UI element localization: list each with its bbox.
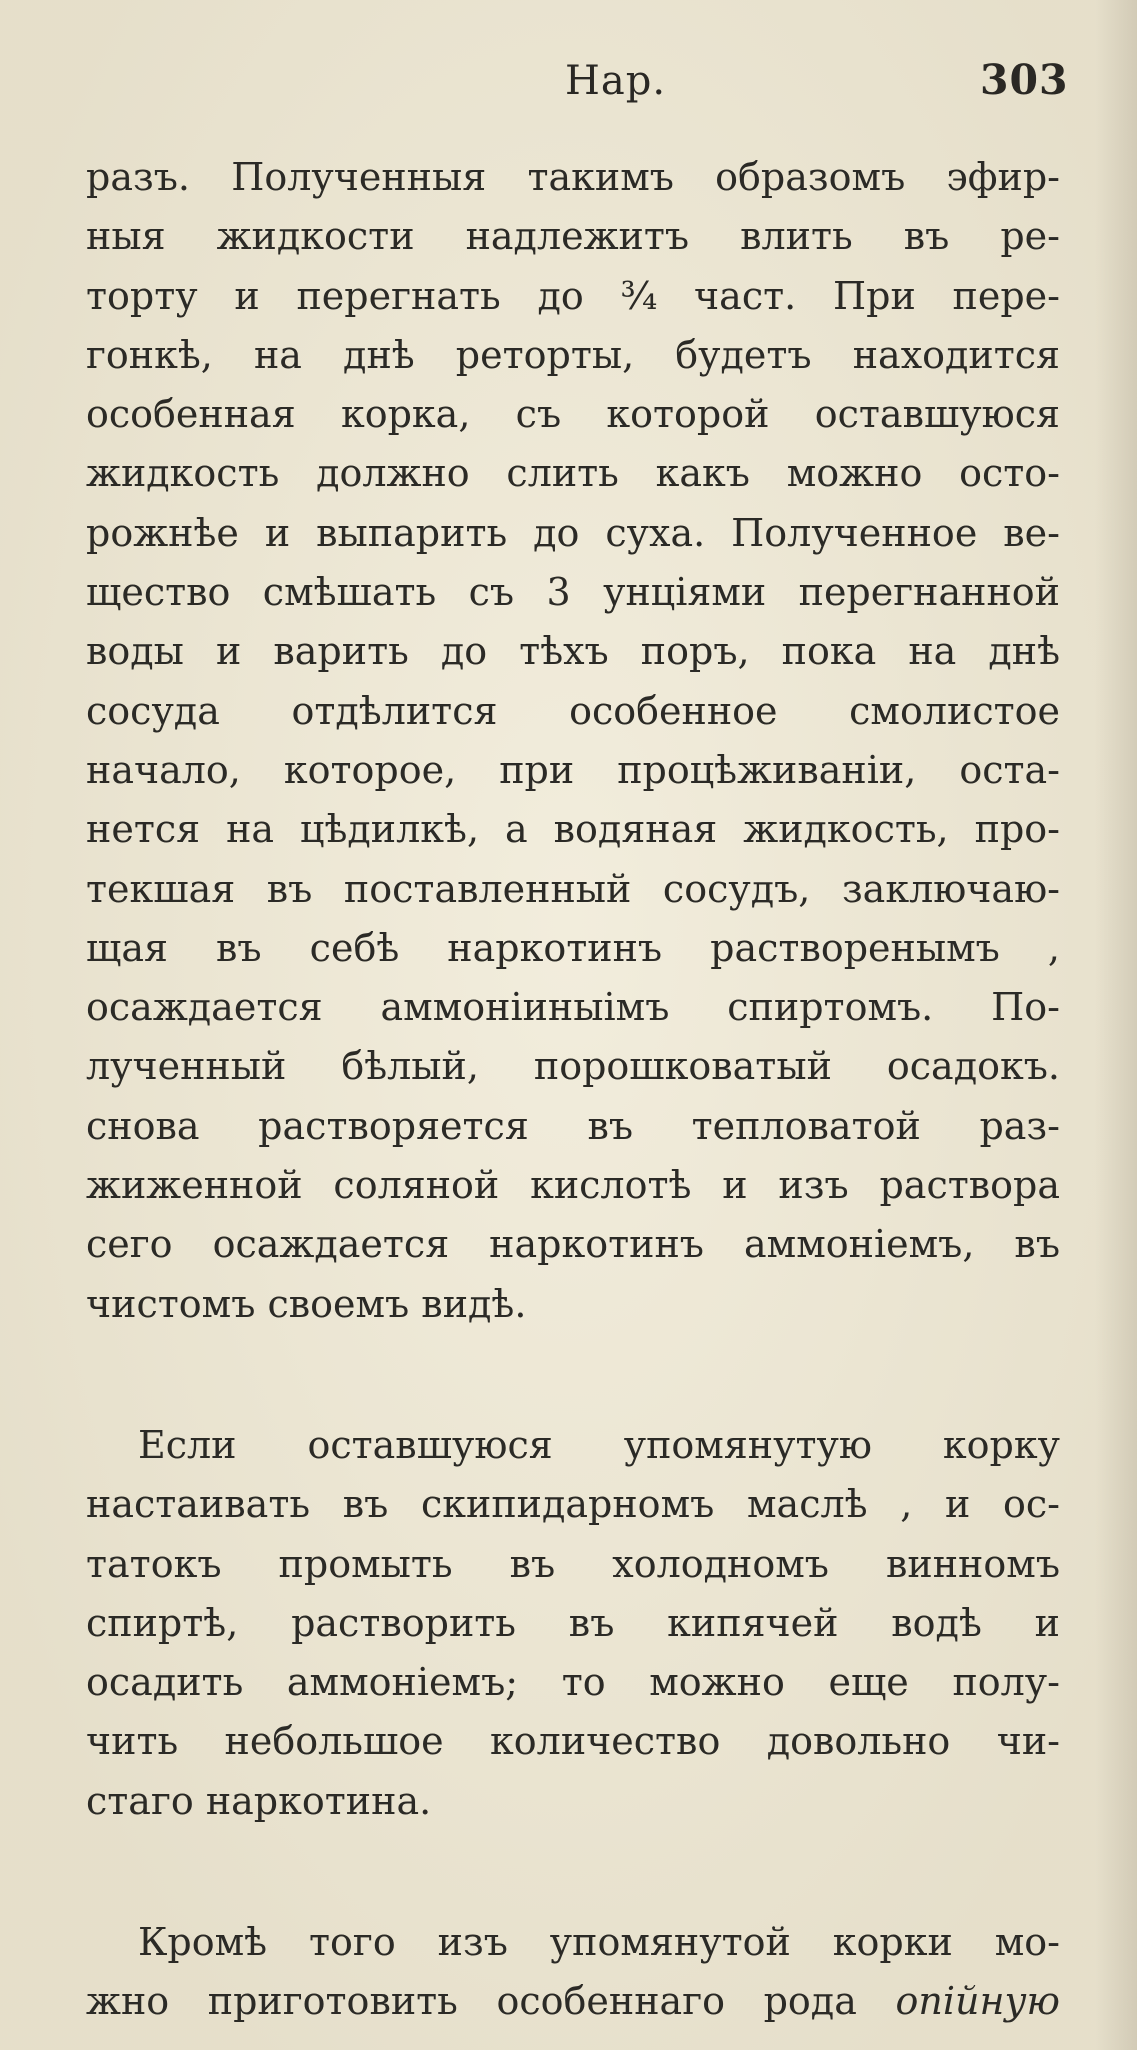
text-line: снова растворяется въ тепловатой раз- <box>86 1103 1060 1148</box>
text-line: настаивать въ скипидарномъ маслѣ , и ос- <box>86 1482 1060 1527</box>
paragraph-spacer <box>86 1334 1060 1416</box>
page-header <box>0 58 1137 118</box>
text-line: воды и варить до тѣхъ поръ, пока на днѣ <box>86 629 1060 674</box>
paragraph-3 <box>86 1913 1060 2032</box>
text-line: сосуда отдѣлится особенное смолистое <box>86 688 1060 733</box>
paragraph-spacer <box>86 1831 1060 1913</box>
paragraph-1 <box>86 148 1060 1334</box>
text-line: чистомъ своемъ видѣ. <box>86 1281 527 1326</box>
text-line: Кромѣ того изъ упомянутой корки мо- <box>138 1920 1060 1965</box>
page-number: 303 <box>980 56 1069 104</box>
text-line: торту и перегнать до ¾ част. При пере- <box>86 273 1060 318</box>
text-line: начало, которое, при процѣживаніи, оста- <box>86 747 1060 792</box>
text-line-plain: жно приготовить особеннаго рода <box>86 1979 857 2024</box>
text-line-italic: опійную <box>895 1979 1060 2024</box>
body-text <box>86 148 1060 2032</box>
text-line: гонкѣ, на днѣ реторты, будетъ находится <box>86 332 1060 377</box>
paragraph-2 <box>86 1416 1060 1831</box>
text-line: разъ. Полученныя такимъ образомъ эфир- <box>86 155 1060 199</box>
text-line: татокъ промыть въ холодномъ винномъ <box>86 1541 1060 1586</box>
text-line: щая въ себѣ наркотинъ растворенымъ , <box>86 925 1060 970</box>
text-line: осадить аммоніемъ; то можно еще полу- <box>86 1660 1060 1705</box>
text-line: текшая въ поставленный сосудъ, заключаю- <box>86 866 1060 911</box>
text-line: лученный бѣлый, порошковатый осадокъ. <box>86 1044 1060 1089</box>
running-head: Нар. <box>565 58 667 104</box>
text-line: жиженной соляной кислотѣ и изъ раствора <box>86 1163 1060 1208</box>
page-edge-shadow <box>1095 0 1137 2050</box>
text-line: жидкость должно слить какъ можно осто- <box>86 451 1060 496</box>
text-line: щество смѣшать съ 3 унціями перегнанной <box>86 570 1060 615</box>
text-line: Если оставшуюся упомянутую корку <box>138 1422 1060 1467</box>
text-line: сего осаждается наркотинъ аммоніемъ, въ <box>86 1222 1060 1267</box>
text-line: стаго наркотина. <box>86 1778 432 1823</box>
text-line: нется на цѣдилкѣ, а водяная жидкость, про- <box>86 807 1060 852</box>
text-line: ныя жидкости надлежитъ влить въ ре- <box>86 214 1060 259</box>
text-line: спиртѣ, растворить въ кипячей водѣ и <box>86 1600 1060 1645</box>
text-line: рожнѣе и выпарить до суха. Полученное ве- <box>86 510 1060 555</box>
text-line: осаждается аммоніиныімъ спиртомъ. По- <box>86 985 1060 1030</box>
text-line: чить небольшое количество довольно чи- <box>86 1719 1060 1764</box>
text-line: особенная корка, съ которой оставшуюся <box>86 392 1060 437</box>
text-line <box>86 1972 1060 2031</box>
